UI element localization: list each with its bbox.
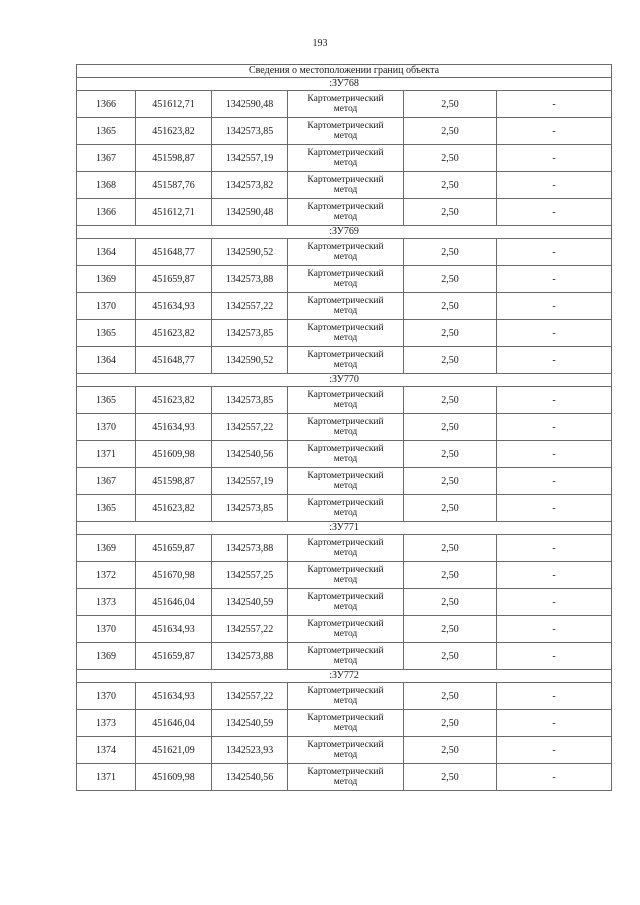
y-coordinate-cell: 1342590,48 xyxy=(212,199,288,226)
method-line-1: Картометрический xyxy=(307,565,384,575)
note-cell: - xyxy=(497,320,612,347)
method-line-1: Картометрический xyxy=(307,619,384,629)
point-number-cell: 1366 xyxy=(77,199,136,226)
x-coordinate-cell: 451587,76 xyxy=(136,172,212,199)
method-cell xyxy=(288,441,404,468)
point-number-cell: 1364 xyxy=(77,239,136,266)
method-line-2: метод xyxy=(333,427,358,437)
x-coordinate-cell: 451621,09 xyxy=(136,737,212,764)
method-cell xyxy=(288,199,404,226)
x-coordinate-cell: 451648,77 xyxy=(136,347,212,374)
table-row xyxy=(77,468,612,495)
y-coordinate-cell: 1342573,82 xyxy=(212,172,288,199)
point-number-cell: 1373 xyxy=(77,710,136,737)
x-coordinate-cell: 451623,82 xyxy=(136,118,212,145)
point-number-cell: 1365 xyxy=(77,118,136,145)
section-label: :ЗУ769 xyxy=(77,226,612,239)
method-cell xyxy=(288,710,404,737)
method-line-2: метод xyxy=(333,696,358,706)
point-number-cell: 1374 xyxy=(77,737,136,764)
point-number-cell: 1370 xyxy=(77,293,136,320)
accuracy-cell: 2,50 xyxy=(404,468,497,495)
method-cell xyxy=(288,320,404,347)
point-number-cell: 1365 xyxy=(77,495,136,522)
point-number-cell: 1373 xyxy=(77,589,136,616)
accuracy-cell: 2,50 xyxy=(404,414,497,441)
method-cell xyxy=(288,764,404,791)
note-cell: - xyxy=(497,764,612,791)
section-label: :ЗУ771 xyxy=(77,522,612,535)
x-coordinate-cell: 451659,87 xyxy=(136,643,212,670)
method-line-1: Картометрический xyxy=(307,538,384,548)
y-coordinate-cell: 1342540,59 xyxy=(212,710,288,737)
accuracy-cell: 2,50 xyxy=(404,91,497,118)
table-row xyxy=(77,145,612,172)
y-coordinate-cell: 1342540,56 xyxy=(212,764,288,791)
table-row xyxy=(77,616,612,643)
table-row xyxy=(77,414,612,441)
method-line-1: Картометрический xyxy=(307,296,384,306)
section-header-row xyxy=(77,670,612,683)
table-row xyxy=(77,266,612,293)
point-number-cell: 1367 xyxy=(77,468,136,495)
method-line-1: Картометрический xyxy=(307,390,384,400)
x-coordinate-cell: 451609,98 xyxy=(136,764,212,791)
section-label: :ЗУ770 xyxy=(77,374,612,387)
x-coordinate-cell: 451634,93 xyxy=(136,616,212,643)
method-line-2: метод xyxy=(333,481,358,491)
point-number-cell: 1371 xyxy=(77,764,136,791)
point-number-cell: 1369 xyxy=(77,643,136,670)
method-line-1: Картометрический xyxy=(307,713,384,723)
method-cell xyxy=(288,387,404,414)
method-line-2: метод xyxy=(333,212,358,222)
method-cell xyxy=(288,468,404,495)
note-cell: - xyxy=(497,414,612,441)
y-coordinate-cell: 1342557,22 xyxy=(212,414,288,441)
accuracy-cell: 2,50 xyxy=(404,266,497,293)
point-number-cell: 1367 xyxy=(77,145,136,172)
y-coordinate-cell: 1342573,85 xyxy=(212,320,288,347)
method-line-2: метод xyxy=(333,252,358,262)
table-row xyxy=(77,710,612,737)
note-cell: - xyxy=(497,145,612,172)
note-cell: - xyxy=(497,239,612,266)
table-row xyxy=(77,589,612,616)
y-coordinate-cell: 1342590,52 xyxy=(212,239,288,266)
x-coordinate-cell: 451623,82 xyxy=(136,387,212,414)
section-label: :ЗУ772 xyxy=(77,670,612,683)
section-label: :ЗУ768 xyxy=(77,78,612,91)
y-coordinate-cell: 1342557,25 xyxy=(212,562,288,589)
table-row xyxy=(77,764,612,791)
method-cell xyxy=(288,239,404,266)
method-line-2: метод xyxy=(333,777,358,787)
note-cell: - xyxy=(497,562,612,589)
x-coordinate-cell: 451612,71 xyxy=(136,91,212,118)
note-cell: - xyxy=(497,441,612,468)
y-coordinate-cell: 1342590,48 xyxy=(212,91,288,118)
page-number: 193 xyxy=(312,38,328,49)
method-line-2: метод xyxy=(333,508,358,518)
table-row xyxy=(77,535,612,562)
method-line-2: метод xyxy=(333,723,358,733)
method-line-2: метод xyxy=(333,548,358,558)
method-line-1: Картометрический xyxy=(307,740,384,750)
method-cell xyxy=(288,495,404,522)
accuracy-cell: 2,50 xyxy=(404,535,497,562)
point-number-cell: 1370 xyxy=(77,683,136,710)
x-coordinate-cell: 451609,98 xyxy=(136,441,212,468)
accuracy-cell: 2,50 xyxy=(404,683,497,710)
table-row xyxy=(77,91,612,118)
accuracy-cell: 2,50 xyxy=(404,643,497,670)
method-line-2: метод xyxy=(333,750,358,760)
method-line-1: Картометрический xyxy=(307,175,384,185)
method-line-1: Картометрический xyxy=(307,417,384,427)
note-cell: - xyxy=(497,347,612,374)
note-cell: - xyxy=(497,710,612,737)
method-cell xyxy=(288,91,404,118)
note-cell: - xyxy=(497,643,612,670)
y-coordinate-cell: 1342557,22 xyxy=(212,616,288,643)
method-line-1: Картометрический xyxy=(307,242,384,252)
method-cell xyxy=(288,118,404,145)
method-line-2: метод xyxy=(333,306,358,316)
method-cell xyxy=(288,616,404,643)
y-coordinate-cell: 1342573,88 xyxy=(212,643,288,670)
y-coordinate-cell: 1342540,59 xyxy=(212,589,288,616)
point-number-cell: 1365 xyxy=(77,320,136,347)
accuracy-cell: 2,50 xyxy=(404,495,497,522)
x-coordinate-cell: 451659,87 xyxy=(136,535,212,562)
note-cell: - xyxy=(497,737,612,764)
table-row xyxy=(77,683,612,710)
point-number-cell: 1372 xyxy=(77,562,136,589)
section-header-row xyxy=(77,522,612,535)
method-line-1: Картометрический xyxy=(307,323,384,333)
table-row xyxy=(77,239,612,266)
note-cell: - xyxy=(497,118,612,145)
method-cell xyxy=(288,535,404,562)
y-coordinate-cell: 1342523,93 xyxy=(212,737,288,764)
y-coordinate-cell: 1342573,88 xyxy=(212,266,288,293)
table-row xyxy=(77,441,612,468)
accuracy-cell: 2,50 xyxy=(404,347,497,374)
x-coordinate-cell: 451634,93 xyxy=(136,683,212,710)
method-line-2: метод xyxy=(333,575,358,585)
method-line-2: метод xyxy=(333,104,358,114)
note-cell: - xyxy=(497,468,612,495)
method-line-2: метод xyxy=(333,400,358,410)
method-line-1: Картометрический xyxy=(307,148,384,158)
accuracy-cell: 2,50 xyxy=(404,616,497,643)
method-line-1: Картометрический xyxy=(307,686,384,696)
note-cell: - xyxy=(497,199,612,226)
method-cell xyxy=(288,737,404,764)
accuracy-cell: 2,50 xyxy=(404,172,497,199)
accuracy-cell: 2,50 xyxy=(404,293,497,320)
note-cell: - xyxy=(497,266,612,293)
accuracy-cell: 2,50 xyxy=(404,737,497,764)
accuracy-cell: 2,50 xyxy=(404,441,497,468)
method-line-2: метод xyxy=(333,629,358,639)
table-title: Сведения о местоположении границ объекта xyxy=(77,65,612,78)
note-cell: - xyxy=(497,535,612,562)
method-line-1: Картометрический xyxy=(307,121,384,131)
table-row xyxy=(77,293,612,320)
note-cell: - xyxy=(497,172,612,199)
method-line-1: Картометрический xyxy=(307,767,384,777)
method-cell xyxy=(288,683,404,710)
table-row xyxy=(77,643,612,670)
x-coordinate-cell: 451612,71 xyxy=(136,199,212,226)
point-number-cell: 1370 xyxy=(77,616,136,643)
x-coordinate-cell: 451634,93 xyxy=(136,414,212,441)
method-line-2: метод xyxy=(333,360,358,370)
y-coordinate-cell: 1342557,22 xyxy=(212,293,288,320)
method-line-2: метод xyxy=(333,602,358,612)
method-line-2: метод xyxy=(333,333,358,343)
y-coordinate-cell: 1342590,52 xyxy=(212,347,288,374)
y-coordinate-cell: 1342557,22 xyxy=(212,683,288,710)
y-coordinate-cell: 1342540,56 xyxy=(212,441,288,468)
accuracy-cell: 2,50 xyxy=(404,239,497,266)
method-line-1: Картометрический xyxy=(307,94,384,104)
accuracy-cell: 2,50 xyxy=(404,145,497,172)
table-row xyxy=(77,495,612,522)
accuracy-cell: 2,50 xyxy=(404,387,497,414)
accuracy-cell: 2,50 xyxy=(404,562,497,589)
boundary-coordinates-table xyxy=(76,64,612,791)
method-line-1: Картометрический xyxy=(307,471,384,481)
method-line-1: Картометрический xyxy=(307,202,384,212)
section-header-row xyxy=(77,374,612,387)
method-line-1: Картометрический xyxy=(307,444,384,454)
method-cell xyxy=(288,589,404,616)
method-line-2: метод xyxy=(333,131,358,141)
y-coordinate-cell: 1342557,19 xyxy=(212,145,288,172)
method-cell xyxy=(288,293,404,320)
note-cell: - xyxy=(497,495,612,522)
note-cell: - xyxy=(497,616,612,643)
method-line-1: Картометрический xyxy=(307,498,384,508)
point-number-cell: 1369 xyxy=(77,535,136,562)
point-number-cell: 1368 xyxy=(77,172,136,199)
x-coordinate-cell: 451623,82 xyxy=(136,320,212,347)
y-coordinate-cell: 1342557,19 xyxy=(212,468,288,495)
table-row xyxy=(77,172,612,199)
point-number-cell: 1369 xyxy=(77,266,136,293)
y-coordinate-cell: 1342573,85 xyxy=(212,495,288,522)
method-cell xyxy=(288,414,404,441)
x-coordinate-cell: 451659,87 xyxy=(136,266,212,293)
x-coordinate-cell: 451623,82 xyxy=(136,495,212,522)
method-line-1: Картометрический xyxy=(307,646,384,656)
point-number-cell: 1370 xyxy=(77,414,136,441)
accuracy-cell: 2,50 xyxy=(404,589,497,616)
note-cell: - xyxy=(497,589,612,616)
y-coordinate-cell: 1342573,88 xyxy=(212,535,288,562)
method-cell xyxy=(288,172,404,199)
method-line-2: метод xyxy=(333,279,358,289)
point-number-cell: 1364 xyxy=(77,347,136,374)
method-cell xyxy=(288,347,404,374)
table-row xyxy=(77,347,612,374)
x-coordinate-cell: 451646,04 xyxy=(136,710,212,737)
x-coordinate-cell: 451646,04 xyxy=(136,589,212,616)
accuracy-cell: 2,50 xyxy=(404,710,497,737)
method-line-2: метод xyxy=(333,454,358,464)
accuracy-cell: 2,50 xyxy=(404,199,497,226)
point-number-cell: 1365 xyxy=(77,387,136,414)
table-row xyxy=(77,387,612,414)
accuracy-cell: 2,50 xyxy=(404,118,497,145)
method-cell xyxy=(288,562,404,589)
method-line-1: Картометрический xyxy=(307,350,384,360)
method-cell xyxy=(288,643,404,670)
y-coordinate-cell: 1342573,85 xyxy=(212,118,288,145)
table-title-row xyxy=(77,65,612,78)
note-cell: - xyxy=(497,91,612,118)
section-header-row xyxy=(77,226,612,239)
note-cell: - xyxy=(497,683,612,710)
method-line-1: Картометрический xyxy=(307,269,384,279)
point-number-cell: 1371 xyxy=(77,441,136,468)
table-row xyxy=(77,199,612,226)
x-coordinate-cell: 451634,93 xyxy=(136,293,212,320)
method-line-2: метод xyxy=(333,185,358,195)
method-cell xyxy=(288,266,404,293)
table-row xyxy=(77,118,612,145)
point-number-cell: 1366 xyxy=(77,91,136,118)
accuracy-cell: 2,50 xyxy=(404,764,497,791)
x-coordinate-cell: 451648,77 xyxy=(136,239,212,266)
y-coordinate-cell: 1342573,85 xyxy=(212,387,288,414)
table-row xyxy=(77,562,612,589)
method-line-1: Картометрический xyxy=(307,592,384,602)
accuracy-cell: 2,50 xyxy=(404,320,497,347)
note-cell: - xyxy=(497,387,612,414)
method-line-2: метод xyxy=(333,158,358,168)
note-cell: - xyxy=(497,293,612,320)
section-header-row xyxy=(77,78,612,91)
table-row xyxy=(77,320,612,347)
x-coordinate-cell: 451598,87 xyxy=(136,145,212,172)
x-coordinate-cell: 451670,98 xyxy=(136,562,212,589)
method-cell xyxy=(288,145,404,172)
x-coordinate-cell: 451598,87 xyxy=(136,468,212,495)
table-row xyxy=(77,737,612,764)
method-line-2: метод xyxy=(333,656,358,666)
